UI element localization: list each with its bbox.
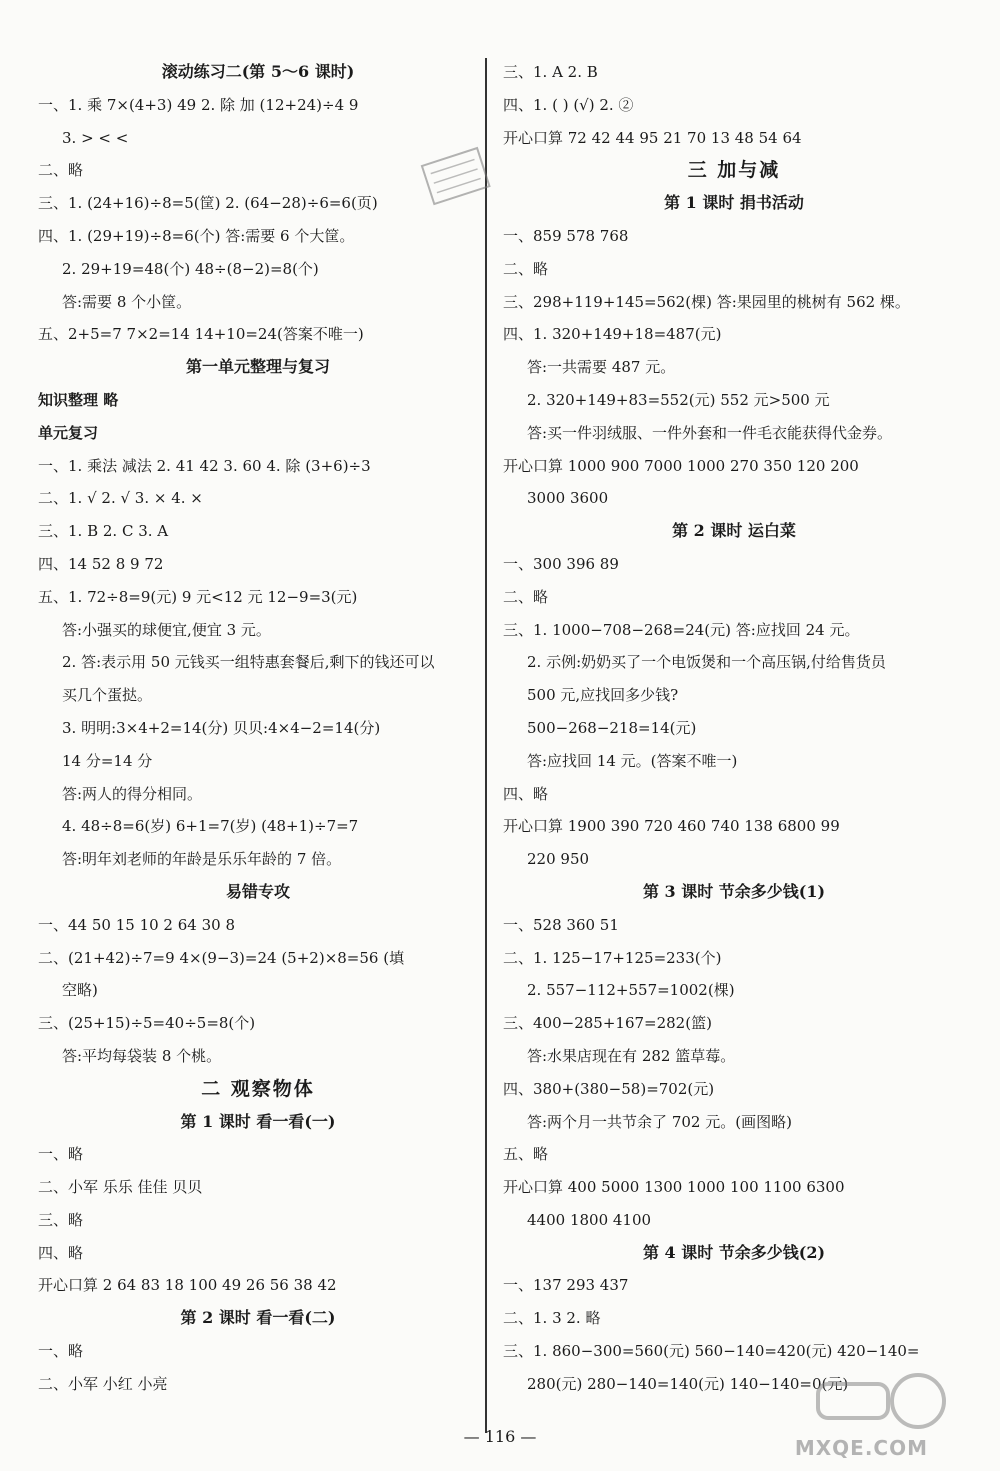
answer-line: 三、1. (24+16)÷8=5(筐) 2. (64−28)÷6=6(页)	[38, 194, 378, 213]
answer-line: 一、1. 乘 7×(4+3) 49 2. 除 加 (12+24)÷4 9	[38, 95, 359, 114]
answer-line: 二、小军 乐乐 佳佳 贝贝	[38, 1178, 203, 1197]
answer-line: 一、略	[38, 1145, 84, 1164]
answer-line: 开心口算 72 42 44 95 21 70 13 48 54 64	[503, 128, 802, 147]
answer-line: 220 950	[527, 850, 590, 869]
answer-line: 五、略	[503, 1145, 549, 1164]
answer-line: 二、略	[503, 259, 549, 278]
answer-line: 三、1. 860−300=560(元) 560−140=420(元) 420−140=	[503, 1342, 920, 1361]
answer-line: 14 分=14 分	[62, 751, 153, 770]
answer-line: 二、小军 小红 小亮	[38, 1374, 168, 1393]
section-heading: 第 1 课时 看一看(一)	[180, 1111, 336, 1131]
section-heading: 第 2 课时 看一看(二)	[180, 1308, 336, 1328]
answer-line: 二、(21+42)÷7=9 4×(9−3)=24 (5+2)×8=56 (填	[38, 948, 405, 967]
column-divider	[485, 58, 487, 1433]
answer-line: 三、(25+15)÷5=40÷5=8(个)	[38, 1014, 256, 1033]
section-heading: 第 3 课时 节余多少钱(1)	[642, 881, 826, 901]
answer-line: 知识整理 略	[38, 390, 119, 409]
answer-line: 开心口算 1900 390 720 460 740 138 6800 99	[503, 817, 840, 836]
section-heading: 第 1 课时 捐书活动	[664, 193, 804, 213]
answer-line: 四、380+(380−58)=702(元)	[503, 1079, 715, 1098]
answer-line: 四、1. ( ) (√) 2. ②	[503, 95, 634, 114]
page-number: — 116 —	[463, 1427, 537, 1446]
answer-line: 答:明年刘老师的年龄是乐乐年龄的 7 倍。	[62, 850, 342, 869]
section-heading: 易错专攻	[225, 881, 290, 901]
answer-line: 答:平均每袋装 8 个桃。	[62, 1046, 222, 1065]
answer-line: 4. 48÷8=6(岁) 6+1=7(岁) (48+1)÷7=7	[62, 817, 359, 836]
answer-line: 空略)	[62, 981, 98, 1000]
answer-line: 开心口算 1000 900 7000 1000 270 350 120 200	[503, 456, 859, 475]
answer-line: 答:水果店现在有 282 篮草莓。	[527, 1046, 736, 1065]
section-heading: 第一单元整理与复习	[185, 357, 330, 377]
answer-line: 一、528 360 51	[503, 915, 619, 934]
answer-line: 答:买一件羽绒服、一件外套和一件毛衣能获得代金券。	[527, 423, 893, 442]
answer-line: 三、1. 1000−708−268=24(元) 答:应找回 24 元。	[503, 620, 860, 639]
answer-line: 3000 3600	[527, 489, 609, 508]
answer-line: 答:两人的得分相同。	[62, 784, 203, 803]
answer-line: 一、略	[38, 1342, 84, 1361]
answer-line: 四、1. (29+19)÷8=6(个) 答:需要 6 个大筐。	[38, 226, 355, 245]
answer-line: 五、1. 72÷8=9(元) 9 元<12 元 12−9=3(元)	[38, 587, 358, 606]
section-heading: 三 加与减	[687, 159, 781, 182]
watermark-logo-icon	[808, 1366, 968, 1436]
answer-line: 答:小强买的球便宜,便宜 3 元。	[62, 620, 271, 639]
answer-line: 二、1. 125−17+125=233(个)	[503, 948, 722, 967]
answer-line: 四、14 52 8 9 72	[38, 554, 164, 573]
section-heading: 第 2 课时 运白菜	[672, 521, 796, 541]
answer-line: 答:两个月一共节余了 702 元。(画图略)	[527, 1112, 792, 1131]
answer-line: 2. 320+149+83=552(元) 552 元>500 元	[527, 390, 830, 409]
answer-line: 500 元,应找回多少钱?	[527, 686, 679, 705]
section-heading: 滚动练习二(第 5～6 课时)	[161, 62, 355, 81]
answer-line: 二、1. 3 2. 略	[503, 1309, 601, 1328]
answer-line: 一、137 293 437	[503, 1276, 629, 1295]
answer-line: 二、1. √ 2. √ 3. × 4. ×	[38, 489, 203, 508]
answer-line: 答:一共需要 487 元。	[527, 358, 676, 377]
answer-line: 3. 明明:3×4+2=14(分) 贝贝:4×4−2=14(分)	[62, 718, 381, 737]
answer-line: 三、1. B 2. C 3. A	[38, 522, 169, 541]
answer-line: 二、略	[38, 161, 84, 180]
answer-line: 三、略	[38, 1210, 84, 1229]
answer-line: 一、859 578 768	[503, 226, 629, 245]
answer-line: 四、略	[38, 1243, 84, 1262]
left-column	[38, 56, 478, 1401]
answer-line: 五、2+5=7 7×2=14 14+10=24(答案不唯一)	[38, 325, 364, 344]
answer-line: 三、298+119+145=562(棵) 答:果园里的桃树有 562 棵。	[503, 292, 910, 311]
section-heading: 二 观察物体	[201, 1077, 315, 1100]
answer-line: 2. 示例:奶奶买了一个电饭煲和一个高压锅,付给售货员	[527, 653, 886, 672]
section-heading: 第 4 课时 节余多少钱(2)	[642, 1242, 826, 1262]
answer-line: 一、44 50 15 10 2 64 30 8	[38, 915, 235, 934]
answer-line: 答:需要 8 个小筐。	[62, 292, 192, 311]
right-column	[503, 56, 965, 1401]
answer-line: 一、300 396 89	[503, 554, 619, 573]
answer-line: 开心口算 2 64 83 18 100 49 26 56 38 42	[38, 1276, 337, 1295]
answer-line: 4400 1800 4100	[527, 1210, 652, 1229]
answer-line: 四、1. 320+149+18=487(元)	[503, 325, 722, 344]
answer-line: 三、1. A 2. B	[503, 63, 598, 81]
watermark-logo	[794, 1366, 968, 1466]
answer-line: 三、400−285+167=282(篮)	[503, 1014, 712, 1033]
answer-line: 3. > < <	[62, 128, 129, 147]
watermark-text: MXQE.COM	[794, 1436, 928, 1460]
answer-line: 单元复习	[38, 423, 99, 442]
answer-line: 答:应找回 14 元。(答案不唯一)	[527, 751, 738, 770]
answer-line: 二、略	[503, 587, 549, 606]
answer-line: 280(元) 280−140=140(元) 140−140=0(元)	[527, 1374, 849, 1393]
answer-line: 2. 29+19=48(个) 48÷(8−2)=8(个)	[62, 259, 319, 278]
answer-line: 开心口算 400 5000 1300 1000 100 1100 6300	[503, 1178, 845, 1197]
answer-line: 一、1. 乘法 减法 2. 41 42 3. 60 4. 除 (3+6)÷3	[38, 456, 371, 475]
answer-line: 500−268−218=14(元)	[527, 718, 697, 737]
answer-line: 四、略	[503, 784, 549, 803]
answer-line: 2. 557−112+557=1002(棵)	[527, 981, 735, 1000]
answer-line: 买几个蛋挞。	[62, 686, 153, 705]
answer-line: 2. 答:表示用 50 元钱买一组特惠套餐后,剩下的钱还可以	[62, 653, 435, 672]
